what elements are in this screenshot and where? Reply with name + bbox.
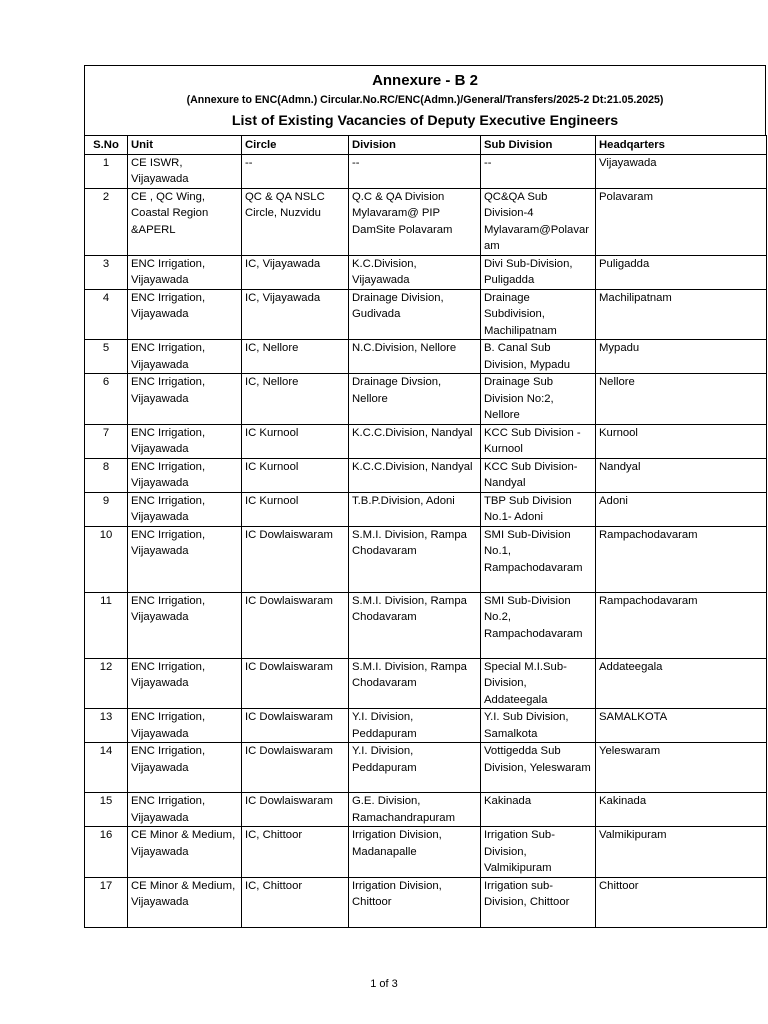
cell-division: K.C.C.Division, Nandyal bbox=[349, 424, 481, 458]
cell-subdivision: Vottigedda Sub Division, Yeleswaram bbox=[481, 743, 596, 793]
annexure-sheet bbox=[84, 65, 766, 928]
cell-subdivision: Kakinada bbox=[481, 793, 596, 827]
cell-headquarters: SAMALKOTA bbox=[596, 709, 767, 743]
table-row bbox=[85, 424, 767, 458]
cell-unit: ENC Irrigation, Vijayawada bbox=[128, 492, 242, 526]
table-row bbox=[85, 743, 767, 793]
cell-circle: QC & QA NSLC Circle, Nuzvidu bbox=[242, 188, 349, 255]
cell-division: Drainage Division, Gudivada bbox=[349, 289, 481, 340]
table-heading: List of Existing Vacancies of Deputy Executive Engineers bbox=[231, 113, 619, 129]
cell-sno: 4 bbox=[85, 289, 128, 340]
cell-sno: 8 bbox=[85, 458, 128, 492]
cell-subdivision: TBP Sub Division No.1- Adoni bbox=[481, 492, 596, 526]
cell-division: Irrigation Division, Madanapalle bbox=[349, 827, 481, 878]
table-row bbox=[85, 793, 767, 827]
cell-headquarters: Yeleswaram bbox=[596, 743, 767, 793]
cell-circle: IC Dowlaiswaram bbox=[242, 709, 349, 743]
cell-division: Irrigation Division, Chittoor bbox=[349, 877, 481, 927]
cell-circle: IC Dowlaiswaram bbox=[242, 658, 349, 709]
cell-division: S.M.I. Division, Rampa Chodavaram bbox=[349, 658, 481, 709]
cell-sno: 12 bbox=[85, 658, 128, 709]
cell-division: Y.I. Division, Peddapuram bbox=[349, 709, 481, 743]
cell-unit: CE ISWR, Vijayawada bbox=[128, 154, 242, 188]
cell-unit: ENC Irrigation, Vijayawada bbox=[128, 289, 242, 340]
cell-sno: 17 bbox=[85, 877, 128, 927]
cell-sno: 5 bbox=[85, 340, 128, 374]
table-row bbox=[85, 458, 767, 492]
vacancies-table bbox=[84, 135, 767, 928]
cell-sno: 2 bbox=[85, 188, 128, 255]
cell-subdivision: Irrigation Sub-Division, Valmikipuram bbox=[481, 827, 596, 878]
cell-circle: IC Dowlaiswaram bbox=[242, 793, 349, 827]
cell-subdivision: SMI Sub-Division No.1, Rampachodavaram bbox=[481, 526, 596, 592]
cell-circle: IC, Nellore bbox=[242, 340, 349, 374]
cell-division: Y.I. Division, Peddapuram bbox=[349, 743, 481, 793]
table-row bbox=[85, 188, 767, 255]
cell-subdivision: KCC Sub Division- Nandyal bbox=[481, 458, 596, 492]
cell-sno: 10 bbox=[85, 526, 128, 592]
cell-headquarters: Valmikipuram bbox=[596, 827, 767, 878]
cell-unit: CE Minor & Medium, Vijayawada bbox=[128, 827, 242, 878]
table-row bbox=[85, 592, 767, 658]
cell-sno: 14 bbox=[85, 743, 128, 793]
column-header-headquarters: Headqarters bbox=[596, 136, 767, 155]
cell-division: K.C.C.Division, Nandyal bbox=[349, 458, 481, 492]
cell-division: Q.C & QA Division Mylavaram@ PIP DamSite Polavaram bbox=[349, 188, 481, 255]
cell-unit: ENC Irrigation, Vijayawada bbox=[128, 658, 242, 709]
table-row bbox=[85, 709, 767, 743]
cell-circle: IC, Chittoor bbox=[242, 877, 349, 927]
column-header-division: Division bbox=[349, 136, 481, 155]
cell-subdivision: Y.I. Sub Division, Samalkota bbox=[481, 709, 596, 743]
table-row bbox=[85, 827, 767, 878]
cell-headquarters: Chittoor bbox=[596, 877, 767, 927]
cell-circle: IC, Vijayawada bbox=[242, 255, 349, 289]
cell-division: S.M.I. Division, Rampa Chodavaram bbox=[349, 592, 481, 658]
cell-subdivision: Drainage Sub Division No:2, Nellore bbox=[481, 374, 596, 425]
cell-subdivision: B. Canal Sub Division, Mypadu bbox=[481, 340, 596, 374]
column-header-circle: Circle bbox=[242, 136, 349, 155]
cell-headquarters: Kurnool bbox=[596, 424, 767, 458]
cell-unit: ENC Irrigation, Vijayawada bbox=[128, 424, 242, 458]
cell-sno: 16 bbox=[85, 827, 128, 878]
cell-circle: IC Kurnool bbox=[242, 424, 349, 458]
cell-unit: ENC Irrigation, Vijayawada bbox=[128, 709, 242, 743]
cell-unit: ENC Irrigation, Vijayawada bbox=[128, 793, 242, 827]
cell-unit: ENC Irrigation, Vijayawada bbox=[128, 340, 242, 374]
cell-subdivision: QC&QA Sub Division-4 Mylavaram@Polavaram bbox=[481, 188, 596, 255]
cell-sno: 11 bbox=[85, 592, 128, 658]
cell-sno: 6 bbox=[85, 374, 128, 425]
cell-headquarters: Machilipatnam bbox=[596, 289, 767, 340]
document-header bbox=[84, 65, 766, 135]
cell-headquarters: Puligadda bbox=[596, 255, 767, 289]
cell-headquarters: Addateegala bbox=[596, 658, 767, 709]
cell-circle: IC Dowlaiswaram bbox=[242, 743, 349, 793]
cell-circle: -- bbox=[242, 154, 349, 188]
column-header-sno: S.No bbox=[85, 136, 128, 155]
table-row bbox=[85, 154, 767, 188]
cell-sno: 1 bbox=[85, 154, 128, 188]
cell-division: S.M.I. Division, Rampa Chodavaram bbox=[349, 526, 481, 592]
cell-circle: IC Kurnool bbox=[242, 458, 349, 492]
cell-headquarters: Rampachodavaram bbox=[596, 592, 767, 658]
cell-unit: ENC Irrigation, Vijayawada bbox=[128, 592, 242, 658]
cell-subdivision: Special M.I.Sub-Division, Addateegala bbox=[481, 658, 596, 709]
cell-sno: 7 bbox=[85, 424, 128, 458]
cell-sno: 13 bbox=[85, 709, 128, 743]
cell-subdivision: KCC Sub Division - Kurnool bbox=[481, 424, 596, 458]
cell-headquarters: Nandyal bbox=[596, 458, 767, 492]
cell-headquarters: Mypadu bbox=[596, 340, 767, 374]
cell-headquarters: Adoni bbox=[596, 492, 767, 526]
cell-circle: IC, Nellore bbox=[242, 374, 349, 425]
cell-unit: ENC Irrigation, Vijayawada bbox=[128, 526, 242, 592]
cell-unit: CE , QC Wing, Coastal Region &APERL bbox=[128, 188, 242, 255]
table-row bbox=[85, 374, 767, 425]
cell-sno: 9 bbox=[85, 492, 128, 526]
cell-unit: ENC Irrigation, Vijayawada bbox=[128, 255, 242, 289]
cell-division: Drainage Divsion, Nellore bbox=[349, 374, 481, 425]
table-row bbox=[85, 340, 767, 374]
cell-headquarters: Rampachodavaram bbox=[596, 526, 767, 592]
cell-division: N.C.Division, Nellore bbox=[349, 340, 481, 374]
cell-headquarters: Kakinada bbox=[596, 793, 767, 827]
cell-circle: IC Kurnool bbox=[242, 492, 349, 526]
cell-sno: 15 bbox=[85, 793, 128, 827]
table-row bbox=[85, 289, 767, 340]
cell-circle: IC Dowlaiswaram bbox=[242, 592, 349, 658]
cell-subdivision: Irrigation sub-Division, Chittoor bbox=[481, 877, 596, 927]
cell-division: K.C.Division, Vijayawada bbox=[349, 255, 481, 289]
cell-circle: IC Dowlaiswaram bbox=[242, 526, 349, 592]
column-header-unit: Unit bbox=[128, 136, 242, 155]
cell-unit: ENC Irrigation, Vijayawada bbox=[128, 374, 242, 425]
cell-sno: 3 bbox=[85, 255, 128, 289]
table-row bbox=[85, 658, 767, 709]
circular-reference: (Annexure to ENC(Admn.) Circular.No.RC/ENC(Admn.)/General/Transfers/2025-2 Dt:21.05.2025) bbox=[186, 94, 664, 106]
cell-subdivision: -- bbox=[481, 154, 596, 188]
cell-subdivision: Drainage Subdivision, Machilipatnam bbox=[481, 289, 596, 340]
table-row bbox=[85, 877, 767, 927]
document-title: Annexure - B 2 bbox=[372, 72, 478, 89]
table-row bbox=[85, 492, 767, 526]
cell-division: T.B.P.Division, Adoni bbox=[349, 492, 481, 526]
cell-circle: IC, Vijayawada bbox=[242, 289, 349, 340]
cell-unit: ENC Irrigation, Vijayawada bbox=[128, 743, 242, 793]
column-header-subdivision: Sub Division bbox=[481, 136, 596, 155]
cell-subdivision: Divi Sub-Division, Puligadda bbox=[481, 255, 596, 289]
cell-division: -- bbox=[349, 154, 481, 188]
cell-headquarters: Nellore bbox=[596, 374, 767, 425]
cell-subdivision: SMI Sub-Division No.2, Rampachodavaram bbox=[481, 592, 596, 658]
table-row bbox=[85, 526, 767, 592]
page-number: 1 of 3 bbox=[370, 978, 398, 990]
table-header-row bbox=[85, 136, 767, 155]
cell-headquarters: Polavaram bbox=[596, 188, 767, 255]
cell-unit: CE Minor & Medium, Vijayawada bbox=[128, 877, 242, 927]
cell-headquarters: Vijayawada bbox=[596, 154, 767, 188]
cell-circle: IC, Chittoor bbox=[242, 827, 349, 878]
table-row bbox=[85, 255, 767, 289]
cell-division: G.E. Division, Ramachandrapuram bbox=[349, 793, 481, 827]
cell-unit: ENC Irrigation, Vijayawada bbox=[128, 458, 242, 492]
